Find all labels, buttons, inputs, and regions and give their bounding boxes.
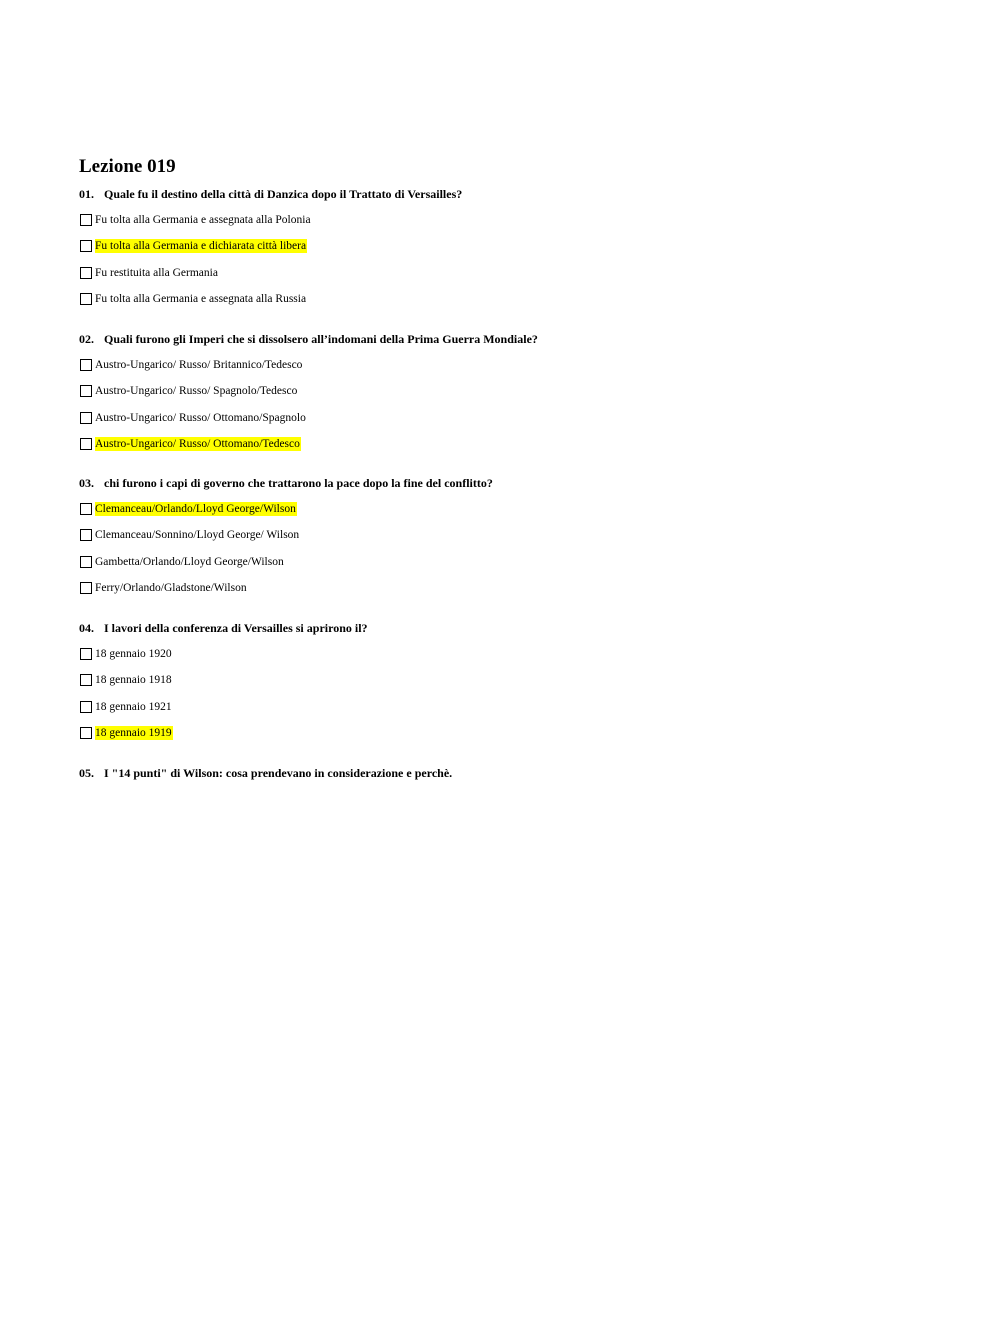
answer-label: Gambetta/Orlando/Lloyd George/Wilson — [95, 555, 284, 568]
question-text: I "14 punti" di Wilson: cosa prendevano in considerazione e perchè. — [104, 766, 453, 780]
answer-label: Fu tolta alla Germania e assegnata alla Polonia — [95, 214, 311, 226]
answer-label: Fu restituita alla Germania — [95, 266, 218, 279]
answer-label: 18 gennaio 1920 — [95, 648, 172, 660]
checkbox[interactable] — [80, 412, 92, 424]
answer-option[interactable] — [80, 436, 301, 452]
answer-label: 18 gennaio 1921 — [95, 700, 172, 713]
answer-label: Ferry/Orlando/Gladstone/Wilson — [95, 582, 247, 595]
answer-option[interactable] — [80, 265, 219, 281]
lesson-title: Lezione 019 — [79, 156, 176, 177]
answer-option[interactable] — [80, 699, 173, 715]
answer-label-highlighted: Clemanceau/Orlando/Lloyd George/Wilson — [95, 503, 296, 515]
question-heading — [79, 766, 452, 781]
checkbox[interactable] — [80, 267, 92, 279]
question-text: I lavori della conferenza di Versailles si aprirono il? — [104, 621, 368, 635]
checkbox[interactable] — [80, 359, 92, 371]
checkbox[interactable] — [80, 701, 92, 713]
checkbox[interactable] — [80, 582, 92, 594]
question-heading — [79, 187, 462, 202]
answer-label: Austro-Ungarico/ Russo/ Britannico/Tedesco — [95, 359, 303, 371]
checkbox[interactable] — [80, 293, 92, 305]
answer-option[interactable] — [80, 672, 173, 688]
answer-option[interactable] — [80, 410, 307, 426]
answer-option[interactable] — [80, 383, 298, 399]
checkbox[interactable] — [80, 214, 92, 226]
checkbox[interactable] — [80, 648, 92, 660]
answer-label: Austro-Ungarico/ Russo/ Ottomano/Spagnolo — [95, 411, 306, 424]
question-number: 04. — [79, 621, 94, 635]
checkbox[interactable] — [80, 503, 92, 515]
checkbox[interactable] — [80, 385, 92, 397]
checkbox[interactable] — [80, 529, 92, 541]
answer-option[interactable] — [80, 554, 285, 570]
answer-option[interactable] — [80, 646, 173, 662]
checkbox[interactable] — [80, 438, 92, 450]
question-text: Quali furono gli Imperi che si dissolsero all’indomani della Prima Guerra Mondiale? — [104, 332, 538, 346]
question-number: 03. — [79, 476, 94, 490]
answer-option[interactable] — [80, 212, 312, 228]
answer-label-highlighted: 18 gennaio 1919 — [95, 727, 172, 740]
answer-label-highlighted: Austro-Ungarico/ Russo/ Ottomano/Tedesco — [95, 438, 300, 451]
answer-label: Austro-Ungarico/ Russo/ Spagnolo/Tedesco — [95, 385, 298, 398]
answer-label: Fu tolta alla Germania e assegnata alla Russia — [95, 293, 307, 306]
checkbox[interactable] — [80, 240, 92, 252]
answer-option[interactable] — [80, 357, 303, 373]
question-heading — [79, 621, 368, 636]
question-number: 05. — [79, 766, 94, 780]
answer-label: 18 gennaio 1918 — [95, 674, 172, 687]
checkbox[interactable] — [80, 556, 92, 568]
answer-option[interactable] — [80, 501, 297, 517]
question-number: 01. — [79, 187, 94, 201]
question-heading — [79, 332, 538, 347]
answer-option[interactable] — [80, 291, 307, 307]
answer-option[interactable] — [80, 238, 307, 254]
answer-option[interactable] — [80, 725, 173, 741]
checkbox[interactable] — [80, 674, 92, 686]
answer-option[interactable] — [80, 580, 248, 596]
answer-option[interactable] — [80, 527, 300, 543]
question-text: Quale fu il destino della città di Danzica dopo il Trattato di Versailles? — [104, 187, 463, 201]
question-number: 02. — [79, 332, 94, 346]
question-text: chi furono i capi di governo che trattarono la pace dopo la fine del conflitto? — [104, 476, 493, 490]
checkbox[interactable] — [80, 727, 92, 739]
answer-label-highlighted: Fu tolta alla Germania e dichiarata città libera — [95, 240, 307, 253]
question-heading — [79, 476, 493, 491]
answer-label: Clemanceau/Sonnino/Lloyd George/ Wilson — [95, 529, 300, 542]
